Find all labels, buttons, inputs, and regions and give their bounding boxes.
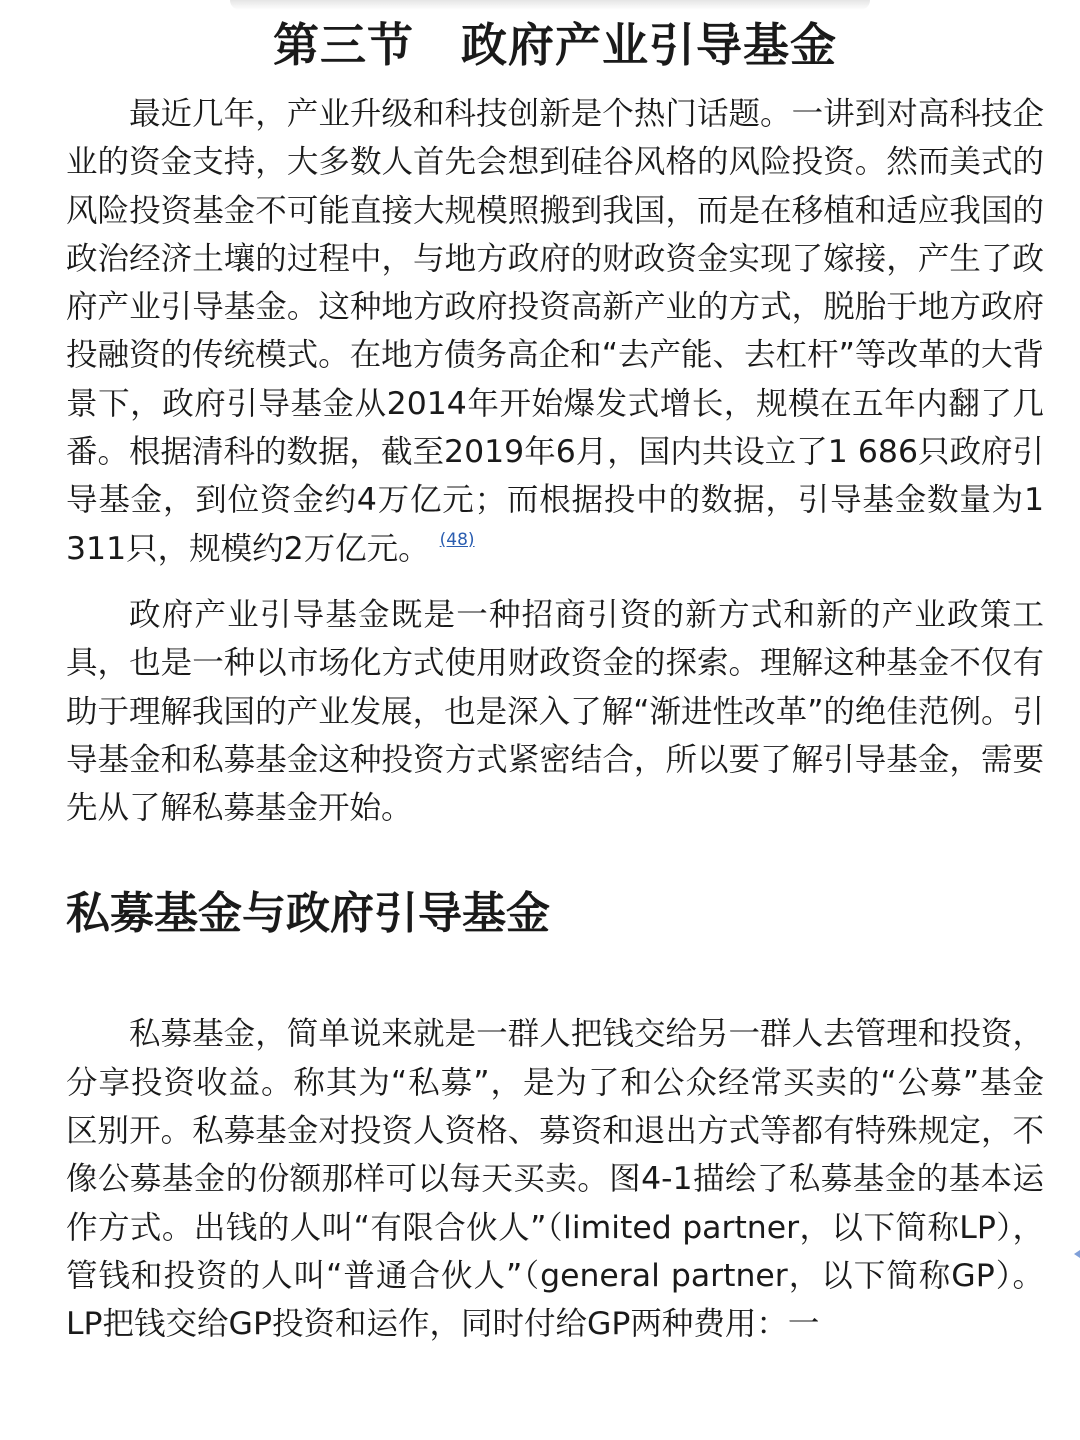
subsection-heading: 私募基金与政府引导基金 [66, 888, 550, 940]
footnote-link[interactable]: (48) [439, 529, 475, 550]
section-title: 第三节 政府产业引导基金 [273, 18, 837, 72]
footnote-ref[interactable] [440, 530, 475, 550]
paragraph-2: 政府产业引导基金既是一种招商引资的新方式和新的产业政策工具，也是一种以市场化方式使用财政资金的探索。理解这种基金不仅有助于理解我国的产业发展，也是深入了解“渐进性改革”的绝佳范例。引导基金和私募基金这种投资方式紧密结合，所以要了解引导基金，需要先从了解私募基金开始。 [66, 596, 1044, 827]
page-content [66, 0, 1044, 1349]
paragraph-1-text: 最近几年，产业升级和科技创新是个热门话题。一讲到对高科技企业的资金支持，大多数人首先会想到硅谷风格的风险投资。然而美式的风险投资基金不可能直接大规模照搬到我国，而是在移植和适应我国的政治经济土壤的过程中，与地方政府的财政资金实现了嫁接，产生了政府产业引导基金。这种地方政府投资高新产业的方式，脱胎于地方政府投融资的传统模式。在地方债务高企和“去产能、去杠杆”等改革的大背景下，政府引导基金从2014年开始爆发式增长，规模在五年内翻了几番。根据清科的数据，截至2019年6月，国内共设立了1 686只政府引导基金，到位资金约4万亿元；而根据投中的数据，引导基金数量为1 311只，规模约2万亿元。 [66, 96, 1044, 567]
page-edge-marker [1074, 1250, 1080, 1258]
paragraph-1 [66, 90, 1044, 573]
paragraph-3: 私募基金，简单说来就是一群人把钱交给另一群人去管理和投资，分享投资收益。称其为“私募”，是为了和公众经常买卖的“公募”基金区别开。私募基金对投资人资格、募资和退出方式等都有特殊规定，不像公募基金的份额那样可以每天买卖。图4-1描绘了私募基金的基本运作方式。出钱的人叫“有限合伙人”（limited partner，以下简称LP），管钱和投资的人叫“普通合伙人”（general partner，以下简称GP）。LP把钱交给GP投资和运作，同时付给GP两种费用：一 [66, 1016, 1044, 1343]
